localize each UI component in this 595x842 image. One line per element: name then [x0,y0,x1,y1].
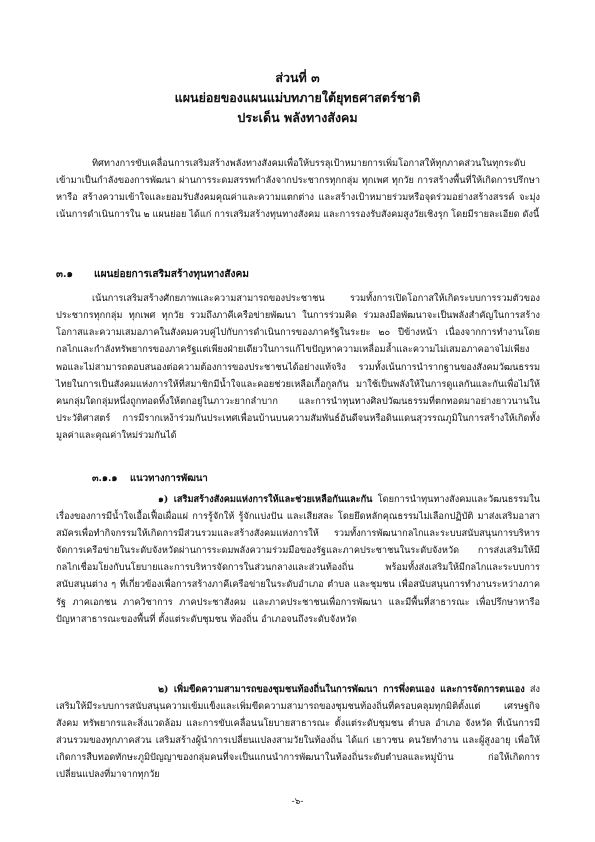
plan-title: แผนย่อยของแผนแม่บทภายใต้ยุทธศาสตร์ชาติ [174,90,421,105]
part-title: ส่วนที่ ๓ [275,70,320,85]
section-heading [56,266,540,282]
section-number: ๓.๑ [56,268,73,280]
development-item-1 [56,491,540,628]
item-2-body: ส่งเสริมให้มีระบบการสนับสนุนความเข้มแข็งและเพิ่มขีดความสามารถของชุมชนท้องถิ่นที่ครอบคลุมทุกมิติตั้งแต่ เศรษฐกิจ สังคม ทรัพยากรและสิ่งแวดล้อม และการขับเคลื่อนนโยบายสาธารณะ ตั้งแต่ระดับชุมชน ตำบล อำเภอ จังหวัด ที่เน้นการมีส่วนรวมของทุกภาคส่วน เสริมสร้างผู้นำการเปลี่ยนแปลงสามวัยในท้องถิ่น ได้แก่ เยาวชน คนวัยทำงาน และผู้สูงอายุ เพื่อให้เกิดการสืบทอดทักษะภูมิปัญญาของกลุ่มคนที่จะเป็นแกนนำการพัฒนาในท้องถิ่นระดับตำบลและหมู่บ้าน ก่อให้เกิดการเปลี่ยนแปลงที่มาจากทุกวัย [56,684,541,781]
section-paragraph: เน้นการเสริมสร้างศักยภาพและความสามารถของประชาชน รวมทั้งการเปิดโอกาสให้เกิดระบบการรวมตัวของประชากรทุกกลุ่ม ทุกเพศ ทุกวัย รวมถึงภาคีเครือข่ายพัฒนา ในการร่วมคิด ร่วมลงมือพัฒนาจะเป็นพลังสำคัญในการสร้างโอกาสและความเสมอภาคในสังคมควบคู่ไปกับการดำเนินการของภาครัฐในระยะ ๒๐ ปีข้างหน้า เนื่องจากการทำงานโดยกลไกและกำลังทรัพยากรของภาครัฐแต่เพียงฝ่ายเดียวในการแก้ไขปัญหาความเหลื่อมล้ำและความไม่เสมอภาคอาจไม่เพียงพอและไม่สามารถตอบสนองต่อความต้องการของประชาชนได้อย่างแท้จริง รวมทั้งเน้นการนำรากฐานของสังคมวัฒนธรรมไทยในการเป็นสังคมแห่งการให้ที่สมาชิกมีน้ำใจและคอยช่วยเหลือเกื้อกูลกัน มาใช้เป็นพลังให้ในการดูแลกันและกันเพื่อไม่ให้คนกลุ่มใดกลุ่มหนึ่งถูกทอดทิ้งให้ตกอยู่ในภาวะยากลำบาก และการนำทุนทางศิลปวัฒนธรรมที่ตกทอดมาอย่างยาวนานในประวัติศาสตร์ การมีรากเหง้าร่วมกันประเทศเพื่อนบ้านบนความสัมพันธ์อันดีจนหรือดินแดนสุวรรณภูมิในการสร้างให้เกิดทั้งมูลค่าและคุณค่าใหม่ร่วมกันได้ [56,293,540,442]
development-item-2 [56,681,540,784]
title-block [0,68,595,128]
item-1-heading: ๑) เสริมสร้างสังคมแห่งการให้และช่วยเหลือกันและกัน [158,494,373,505]
subsection-heading [92,471,532,486]
section-title: แผนย่อยการเสริมสร้างทุนทางสังคม [94,268,250,280]
subsection-title: แนวทางการพัฒนา [130,473,208,484]
issue-title: ประเด็น พลังทางสังคม [237,110,358,125]
item-2-heading: ๒) เพิ่มขีดความสามารถของชุมชนท้องถิ่นในการพัฒนา การพึ่งตนเอง และการจัดการตนเอง [158,684,525,695]
subsection-number: ๓.๑.๑ [92,473,118,484]
item-1-body: โดยการนำทุนทางสังคมและวัฒนธรรมในเรื่องของการมีน้ำใจเอื้อเฟื้อเผื่อแผ่ การรู้จักให้ รู้จักแบ่งปัน และเสียสละ โดยยึดหลักคุณธรรมไม่เลือกปฏิบัติ มาส่งเสริมอาสาสมัครเพื่อทำกิจกรรมให้เกิดการมีส่วนรวมและสร้างสังคมแห่งการให้ รวมทั้งการพัฒนากลไกและระบบสนับสนุนการบริหารจัดการเครือข่ายในระดับจังหวัดผ่านการระดมพลังความร่วมมือของรัฐและภาคประชาชนในระดับจังหวัด การส่งเสริมให้มีกลไกเชื่อมโยงกับนโยบายและการบริหารจัดการในส่วนกลางและส่วนท้องถิ่น พร้อมทั้งส่งเสริมให้มีกลไกและระบบการสนับสนุนต่าง ๆ ที่เกี่ยวข้องเพื่อการสร้างภาคีเครือข่ายในระดับอำเภอ ตำบล และชุมชน เพื่อสนับสนุนการทำงานระหว่างภาครัฐ ภาคเอกชน ภาควิชาการ ภาคประชาสังคม และภาคประชาชนเพื่อการพัฒนา และมีพื้นที่สาธารณะ เพื่อปรึกษาหารือปัญหาสาธารณะของพื้นที่ ตั้งแต่ระดับชุมชน ท้องถิ่น อำเภอจนถึงระดับจังหวัด [56,494,540,625]
page-number: -๖- [291,797,304,807]
intro-paragraph: ทิศทางการขับเคลื่อนการเสริมสร้างพลังทางสังคมเพื่อให้บรรลุเป้าหมายการเพิ่มโอกาสให้ทุกภาคส่วนในทุกระดับเข้ามาเป็นกำลังของการพัฒนา ผ่านการระดมสรรพกำลังจากประชากรทุกกลุ่ม ทุกเพศ ทุกวัย การสร้างพื้นที่ให้เกิดการปรึกษาหารือ สร้างความเข้าใจและยอมรับสังคมคุณค่าและความแตกต่าง และสร้างเป้าหมายร่วมหรือจุดร่วมอย่างสร้างสรรค์ จะมุ่งเน้นการดำเนินการใน ๒ แผนย่อย ได้แก่ การเสริมสร้างทุนทางสังคม และการรองรับสังคมสูงวัยเชิงรุก โดยมีรายละเอียด ดังนี้ [56,158,540,220]
